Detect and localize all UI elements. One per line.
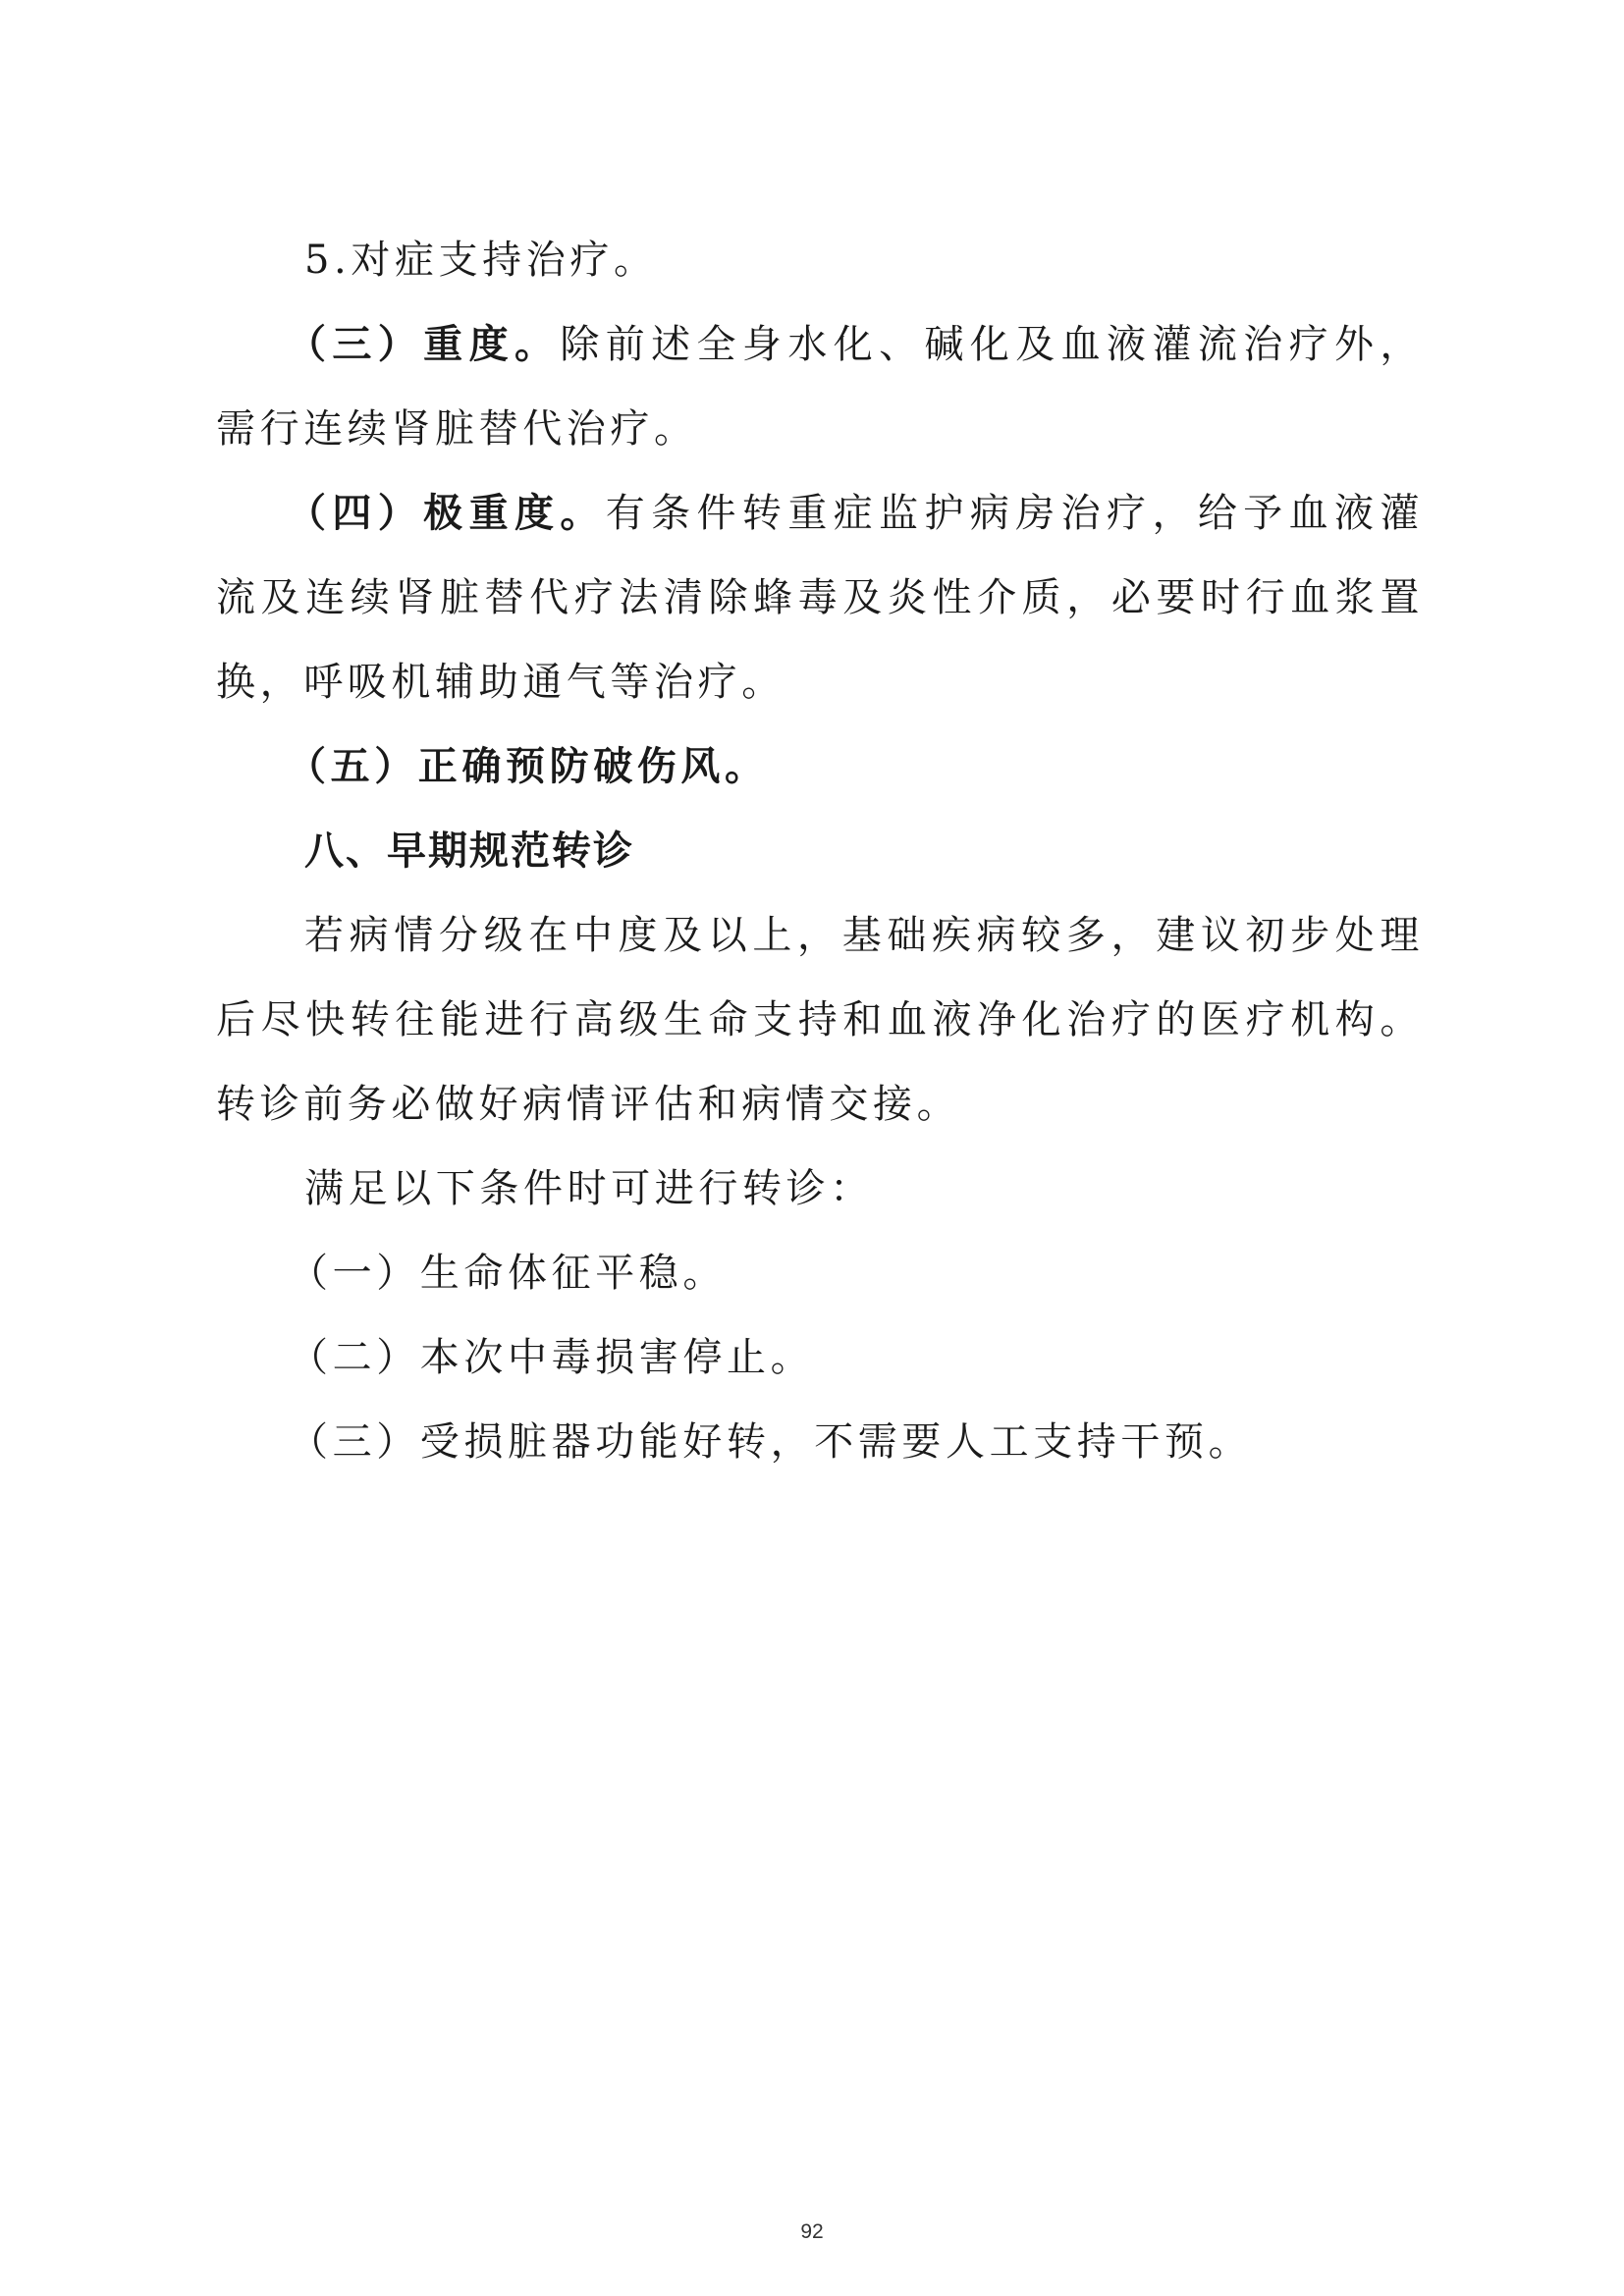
paragraph-text: 有条件转重症监护病房治疗，给予血液灌流及连续肾脏替代疗法清除蜂毒及炎性介质，必要时行血浆置换，呼吸机辅助通气等治疗。 (216, 491, 1424, 705)
paragraph-text: 除前述全身水化、碱化及血液灌流治疗外，需行连续肾脏替代治疗。 (216, 322, 1424, 452)
paragraph-symptomatic-treatment (216, 218, 1424, 302)
paragraph-text: 5.对症支持治疗。 (304, 238, 658, 283)
paragraph-severe (216, 302, 1424, 471)
paragraph-referral: 若病情分级在中度及以上，基础疾病较多，建议初步处理后尽快转往能进行高级生命支持和血液净化治疗的医疗机构。转诊前务必做好病情评估和病情交接。 (216, 913, 1424, 1127)
condition-text: （二）本次中毒损害停止。 (289, 1335, 815, 1380)
paragraph-lead: （五）正确预防破伤风。 (287, 743, 769, 789)
condition-text: （三）受损脏器功能好转，不需要人工支持干预。 (289, 1419, 1253, 1465)
page-number: 92 (800, 2220, 824, 2243)
section-heading: 八、早期规范转诊 (304, 828, 634, 874)
paragraph-tetanus (216, 724, 1424, 809)
condition-item (216, 1315, 1424, 1400)
condition-item (216, 1400, 1424, 1484)
paragraph-lead: （三）重度。 (287, 321, 561, 367)
condition-item (216, 1231, 1424, 1315)
paragraph-extremely-severe (216, 471, 1424, 724)
condition-text: （一）生命体征平稳。 (289, 1251, 727, 1296)
paragraph-lead: （四）极重度。 (287, 490, 606, 536)
paragraph-referral-conditions-intro: 满足以下条件时可进行转诊： (304, 1166, 874, 1211)
document-body (216, 218, 1424, 1484)
